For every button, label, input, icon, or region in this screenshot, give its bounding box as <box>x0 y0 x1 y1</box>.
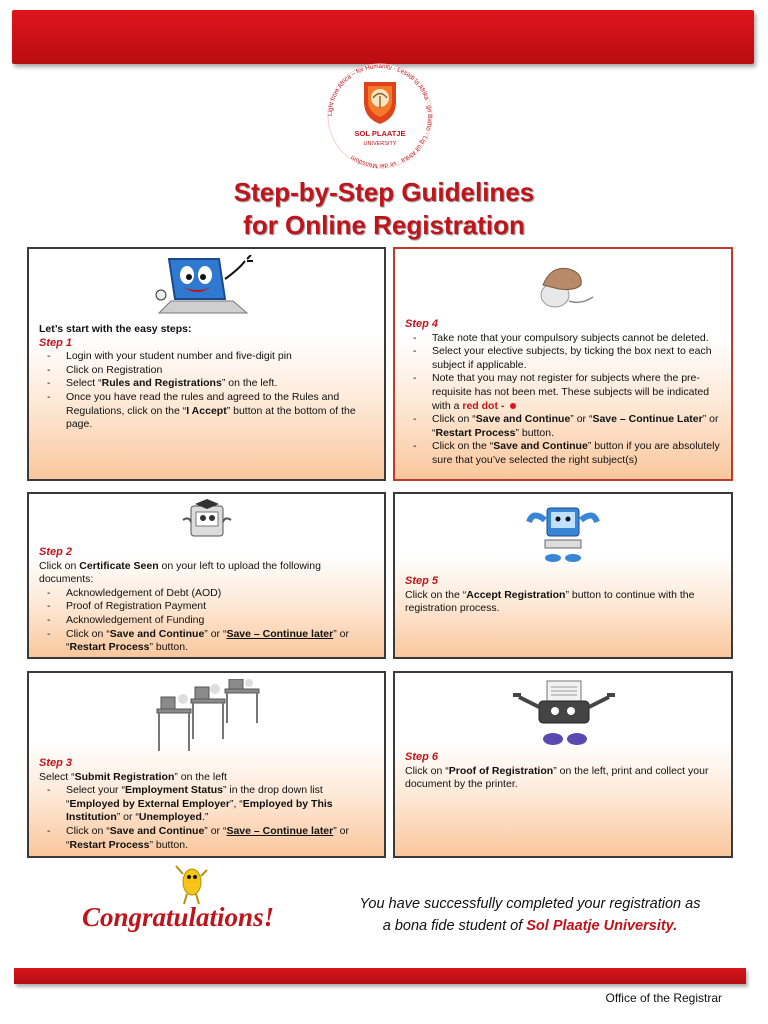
list-item: - Select “Rules and Registrations” on the left. <box>39 377 374 391</box>
page-title <box>0 176 768 242</box>
laptop-mascot-icon <box>151 255 261 321</box>
printer-mascot-icon <box>509 677 619 749</box>
title-line-2: for Online Registration <box>243 210 525 240</box>
step3-list <box>39 784 374 852</box>
list-item: - Select your “Employment Status” in the drop down list “Employed by External Employer”, “Employed by This Institution” or “Unemployed.” <box>39 784 374 825</box>
logo-name-line1: SOL PLAATJE <box>354 129 406 138</box>
title-line-1: Step-by-Step Guidelines <box>233 177 535 207</box>
step2-list <box>39 587 374 655</box>
graduate-computer-icon <box>179 498 235 542</box>
people-computers-icon <box>153 679 265 755</box>
list-item: - Click on “Save and Continue” or “Save – Continue later” or “Restart Process” button. <box>39 825 374 852</box>
list-item: - Click on “Save and Continue” or “Save – Continue later” or “Restart Process” button. <box>39 628 374 655</box>
logo-ring-text: Light from Africa – for Humanity · Lesedi la Afrika · go Batho · Lig uit Afrika · vir die Mensdom <box>326 62 434 170</box>
red-dot-label: red dot - <box>462 399 505 412</box>
university-logo <box>318 62 442 170</box>
step5-card <box>393 492 733 659</box>
list-item: - Proof of Registration Payment <box>39 600 374 614</box>
logo-name-line2: UNIVERSITY <box>363 141 397 147</box>
list-item: - Note that you may not register for subjects where the pre-requisite has not been met. These subjects will be indicated with a red dot - <box>405 372 721 413</box>
step5-label: Step 5 <box>405 575 439 587</box>
list-item: - Click on “Save and Continue” or “Save – Continue Later” or “Restart Process” button. <box>405 413 721 440</box>
success-line-1: You have successfully completed your registration as <box>359 896 701 912</box>
step3-label: Step 3 <box>39 757 73 769</box>
step6-label: Step 6 <box>405 751 439 763</box>
step1-card <box>27 247 386 481</box>
bottom-banner <box>14 968 746 984</box>
step4-list <box>405 332 721 468</box>
step3-card <box>27 671 386 858</box>
red-dot-icon <box>510 403 516 409</box>
step1-label: Step 1 <box>39 336 73 349</box>
mouse-hand-icon <box>529 255 599 313</box>
step2-intro: Click on Certificate Seen on your left to upload the following documents: <box>39 559 321 586</box>
list-item: - Acknowledgement of Debt (AOD) <box>39 587 374 601</box>
step4-label: Step 4 <box>405 318 439 330</box>
step2-card <box>27 492 386 659</box>
step3-intro: Select “Submit Registration” on the left <box>39 770 227 783</box>
congratulations-heading: Congratulations! <box>82 902 275 932</box>
step2-label: Step 2 <box>39 546 73 558</box>
list-item: - Acknowledgement of Funding <box>39 614 374 628</box>
cheering-mascot-icon <box>172 862 210 906</box>
step6-text: Click on “Proof of Registration” on the left, print and collect your document by the printer. <box>405 764 709 791</box>
step1-list <box>39 350 374 432</box>
list-item: - Login with your student number and five-digit pin <box>39 350 374 364</box>
office-label: Office of the Registrar <box>605 991 722 1005</box>
step6-card <box>393 671 733 858</box>
list-item: - Click on the “Save and Continue” button if you are absolutely sure that you’ve selected the right subject(s) <box>405 440 721 467</box>
step4-card <box>393 247 733 481</box>
list-item: - Take note that your compulsory subjects cannot be deleted. <box>405 332 721 346</box>
university-name: Sol Plaatje University. <box>526 918 678 934</box>
strong-computer-icon <box>523 502 603 564</box>
step1-lead: Let’s start with the easy steps: <box>39 323 192 335</box>
step5-text: Click on the “Accept Registration” button to continue with the registration process. <box>405 588 695 615</box>
success-line-2: a bona fide student of Sol Plaatje University. <box>382 918 678 934</box>
list-item: - Once you have read the rules and agreed to the Rules and Regulations, click on the “I Accept” button at the bottom of the page. <box>39 391 374 432</box>
list-item: - Click on Registration <box>39 364 374 378</box>
success-message <box>330 893 730 937</box>
top-banner <box>12 10 754 64</box>
list-item: - Select your elective subjects, by ticking the box next to each subject if applicable. <box>405 345 721 372</box>
